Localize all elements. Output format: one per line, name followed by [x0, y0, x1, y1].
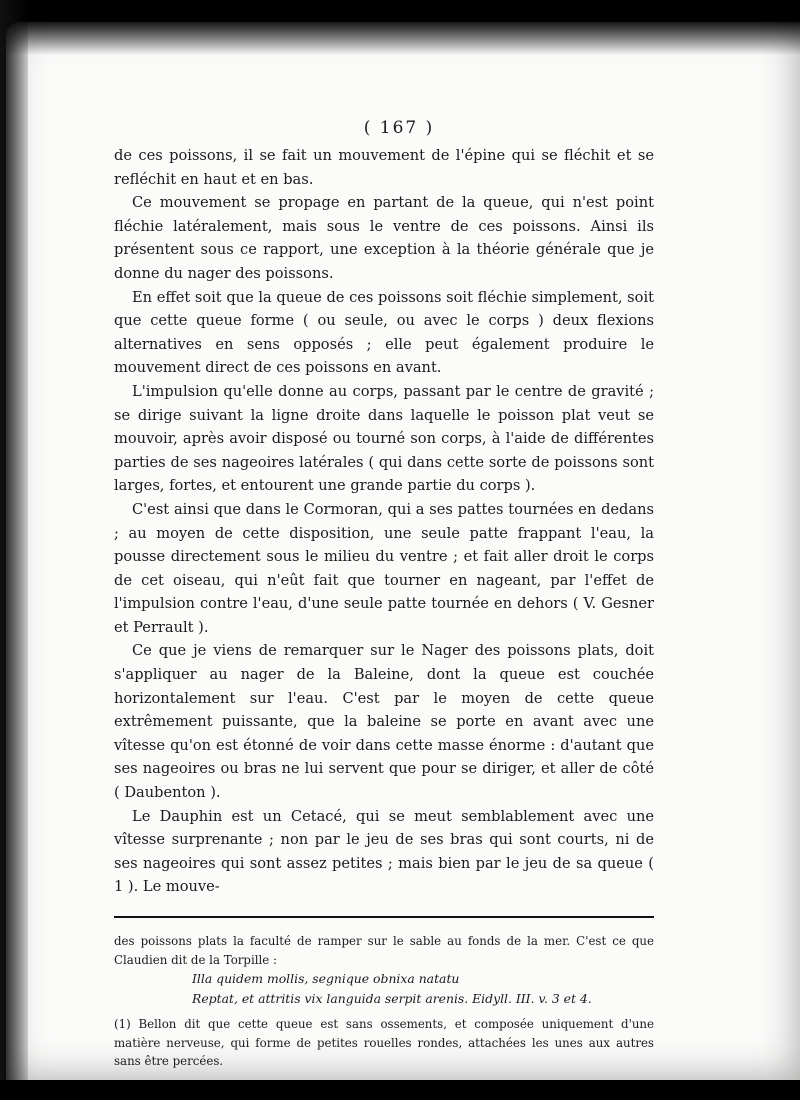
footnote-divider [114, 916, 654, 918]
paragraph: Ce que je viens de remarquer sur le Nager des poissons plats, doit s'appliquer au nager de la Baleine, dont la queue est couchée horizontalement sur l'eau. C'est par le moyen de cette queue extrêmement puissante, que la baleine se porte en avant avec une vîtesse qu'on est étonné de voir dans cette masse énorme : d'autant que ses nageoires ou bras ne lui servent que pour se diriger, et aller de côté ( Daubenton ). [114, 642, 654, 802]
paragraph: C'est ainsi que dans le Cormoran, qui a ses pattes tournées en dedans ; au moyen de cette disposition, une seule patte frappant l'eau, la pousse directement sous le milieu du ventre ; et fait aller droit le corps de cet oiseau, qui n'eût fait que tourner en nageant, par l'effet de l'impulsion contre l'eau, d'une seule patte tournée en dehors ( V. Gesner et Perrault ). [114, 500, 654, 636]
paragraph: de ces poissons, il se fait un mouvement de l'épine qui se fléchit et se refléchit en haut et en bas. [114, 147, 654, 188]
verse-line: Illa quidem mollis, segnique obnixa natatu [192, 971, 460, 986]
verse-quotation [114, 969, 654, 1009]
page-number: ( 167 ) [363, 118, 435, 138]
scan-bottom-edge [0, 1080, 800, 1100]
paragraph: En effet soit que la queue de ces poissons soit fléchie simplement, soit que cette queue forme ( ou seule, ou avec le corps ) deux flexions alternatives en sens opposés ; elle peut également produire le mouvement direct de ces poissons en avant. [114, 288, 654, 377]
paragraph: L'impulsion qu'elle donne au corps, passant par le centre de gravité ; se dirige suivant la ligne droite dans laquelle le poisson plat veut se mouvoir, après avoir disposé ou tourné son corps, à l'aide de différentes parties de ses nageoires latérales ( qui dans cette sorte de poissons sont larges, fortes, et entourent une grande partie du corps ). [114, 382, 654, 495]
paragraph: Le Dauphin est un Cetacé, qui se meut semblablement avec une vîtesse surprenante ; non par le jeu de ses bras qui sont courts, ni de ses nageoires qui sont assez petites ; mais bien par le jeu de sa queue ( 1 ). Le mouve- [114, 807, 654, 896]
verse-line: Reptat, et attritis vix languida serpit arenis. Eidyll. III. v. 3 et 4. [192, 991, 592, 1006]
footnote-continuation: des poissons plats la faculté de ramper sur le sable au fonds de la mer. C'est ce que Claudien dit de la Torpille : [114, 934, 654, 967]
body-text [114, 144, 654, 899]
footnote-1: (1) Bellon dit que cette queue est sans ossements, et composée uniquement d'une matière nerveuse, qui forme de petites rouelles rondes, attachées les unes aux autres sans être percées. [114, 1017, 654, 1068]
footnotes [114, 932, 654, 1071]
paragraph: Ce mouvement se propage en partant de la queue, qui n'est point fléchie latéralement, mais sous le ventre de ces poissons. Ainsi ils présentent sous ce rapport, une exception à la théorie générale que je donne du nager des poissons. [114, 194, 654, 282]
page-content [114, 118, 654, 1071]
